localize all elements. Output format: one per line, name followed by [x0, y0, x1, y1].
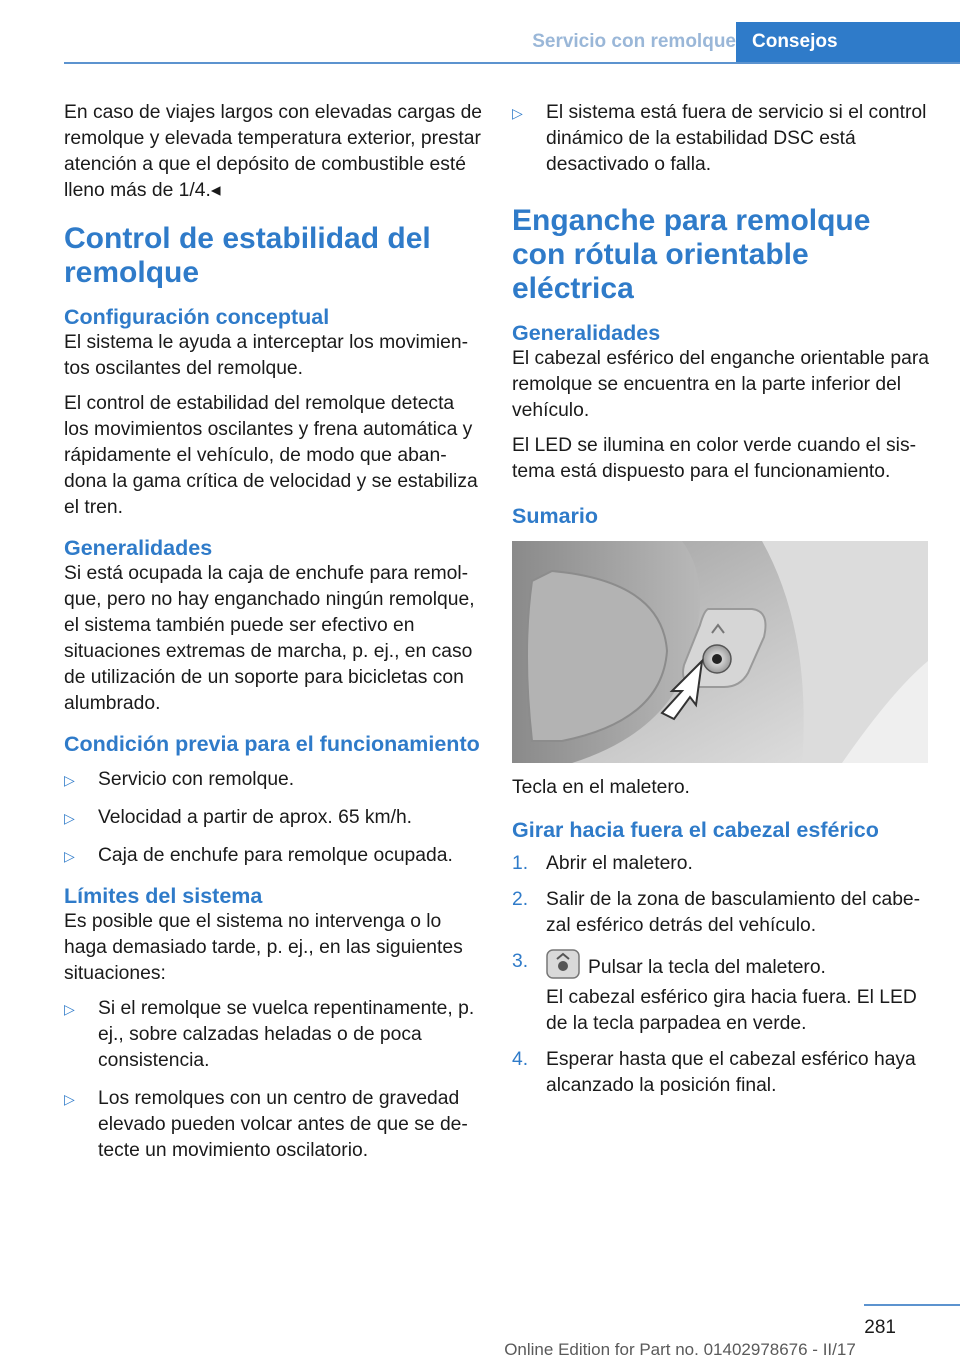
- triangle-bullet-icon: ▷: [64, 772, 75, 788]
- list-item: 1. Abrir el maletero.: [512, 853, 693, 874]
- precondition-list: [64, 767, 482, 869]
- triangle-bullet-icon: ▷: [64, 848, 75, 864]
- triangle-bullet-icon: ▷: [64, 1001, 75, 1017]
- trunk-button-illustration: [512, 541, 928, 763]
- heading-swing-out: Girar hacia fuera el cabezal esférico: [512, 818, 879, 842]
- concept-paragraph-2: El control de estabilidad del remolque detecta los movimientos oscilantes y frena automática y rápidamente el vehículo, de modo que abandona la gama crítica de velocidad y se estabiliza el tren.: [64, 393, 478, 518]
- page-number: 281: [864, 1317, 896, 1338]
- limits-list-continued: [512, 100, 930, 178]
- list-item: ▷ Caja de enchufe para remolque ocupada.: [64, 843, 482, 869]
- left-column: [64, 100, 482, 1176]
- list-item: ▷ Si el remolque se vuelca repentinamente, p. ej., sobre calzadas heladas o de poca consistencia.: [64, 998, 475, 1071]
- page-header: [64, 22, 960, 64]
- section-title-swivel-hitch: Enganche para remolque con rótula orientable eléctrica: [512, 204, 871, 305]
- list-item: 4. Esperar hasta que el cabezal esférico haya alcanzado la posición final.: [512, 1049, 916, 1096]
- heading-overview: Sumario: [512, 504, 599, 528]
- general-right-paragraph-1: El cabezal esférico del enganche orientable para remolque se encuentra en la parte inferior del vehículo.: [512, 348, 929, 421]
- list-item: 3. Pulsar la tecla del maletero. El cabezal esférico gira hacia fuera. El LED de la tecla parpadea en verde.: [512, 951, 917, 1034]
- photo-caption: Tecla en el maletero.: [512, 777, 690, 798]
- heading-general: Generalidades: [64, 536, 213, 560]
- trunk-button-photo: [512, 541, 928, 763]
- list-item: ▷ El sistema está fuera de servicio si el control dinámico de la estabilidad DSC está desactivado o falla.: [512, 102, 927, 175]
- triangle-bullet-icon: ▷: [512, 105, 523, 121]
- heading-limits: Límites del sistema: [64, 884, 263, 908]
- tow-hitch-key-icon: [546, 949, 580, 979]
- limits-list: [64, 996, 482, 1164]
- footer-edition: Online Edition for Part no. 01402978676 - II/17: [504, 1340, 856, 1359]
- concept-paragraph-1: El sistema le ayuda a interceptar los movimientos oscilantes del remolque.: [64, 332, 469, 379]
- heading-concept: Configuración conceptual: [64, 305, 330, 329]
- triangle-bullet-icon: ▷: [64, 810, 75, 826]
- general-right-paragraph-2: El LED se ilumina en color verde cuando el sistema está dispuesto para el funcionamiento.: [512, 435, 917, 482]
- intro-paragraph: En caso de viajes largos con elevadas cargas de remolque y elevada temperatura exterior, prestar atención a que el depósito de combustible esté lleno más de 1/4.◂: [64, 102, 483, 201]
- footer-rule: [864, 1304, 960, 1306]
- list-item: ▷ Servicio con remolque.: [64, 767, 482, 793]
- general-paragraph: Si está ocupada la caja de enchufe para remolque, pero no hay enganchado ningún remolque, el sistema también puede ser efectivo en situaciones extremas de marcha, p. ej., en caso de utilización de un soporte para bicicletas con alumbrado.: [64, 563, 475, 714]
- list-item: ▷ Velocidad a partir de aprox. 65 km/h.: [64, 805, 482, 831]
- header-rule: [64, 62, 960, 64]
- limits-paragraph: Es posible que el sistema no intervenga o lo haga demasiado tarde, p. ej., en las siguientes situaciones:: [64, 911, 463, 984]
- list-item: ▷ Los remolques con un centro de gravedad elevado pueden volcar antes de que se detecte un movimiento oscilatorio.: [64, 1088, 468, 1161]
- swing-out-steps: [512, 851, 930, 1099]
- list-item: 2. Salir de la zona de basculamiento del cabezal esférico detrás del vehículo.: [512, 889, 921, 936]
- heading-general-right: Generalidades: [512, 321, 661, 345]
- triangle-bullet-icon: ▷: [64, 1091, 75, 1107]
- heading-precondition: Condición previa para el funcionamiento: [64, 732, 480, 756]
- section-tab[interactable]: Servicio con remolque: [532, 31, 736, 52]
- section-title-trailer-stability: Control de estabilidad del remolque: [64, 222, 431, 289]
- right-column: [512, 100, 930, 1109]
- chapter-tab[interactable]: Consejos: [736, 22, 960, 62]
